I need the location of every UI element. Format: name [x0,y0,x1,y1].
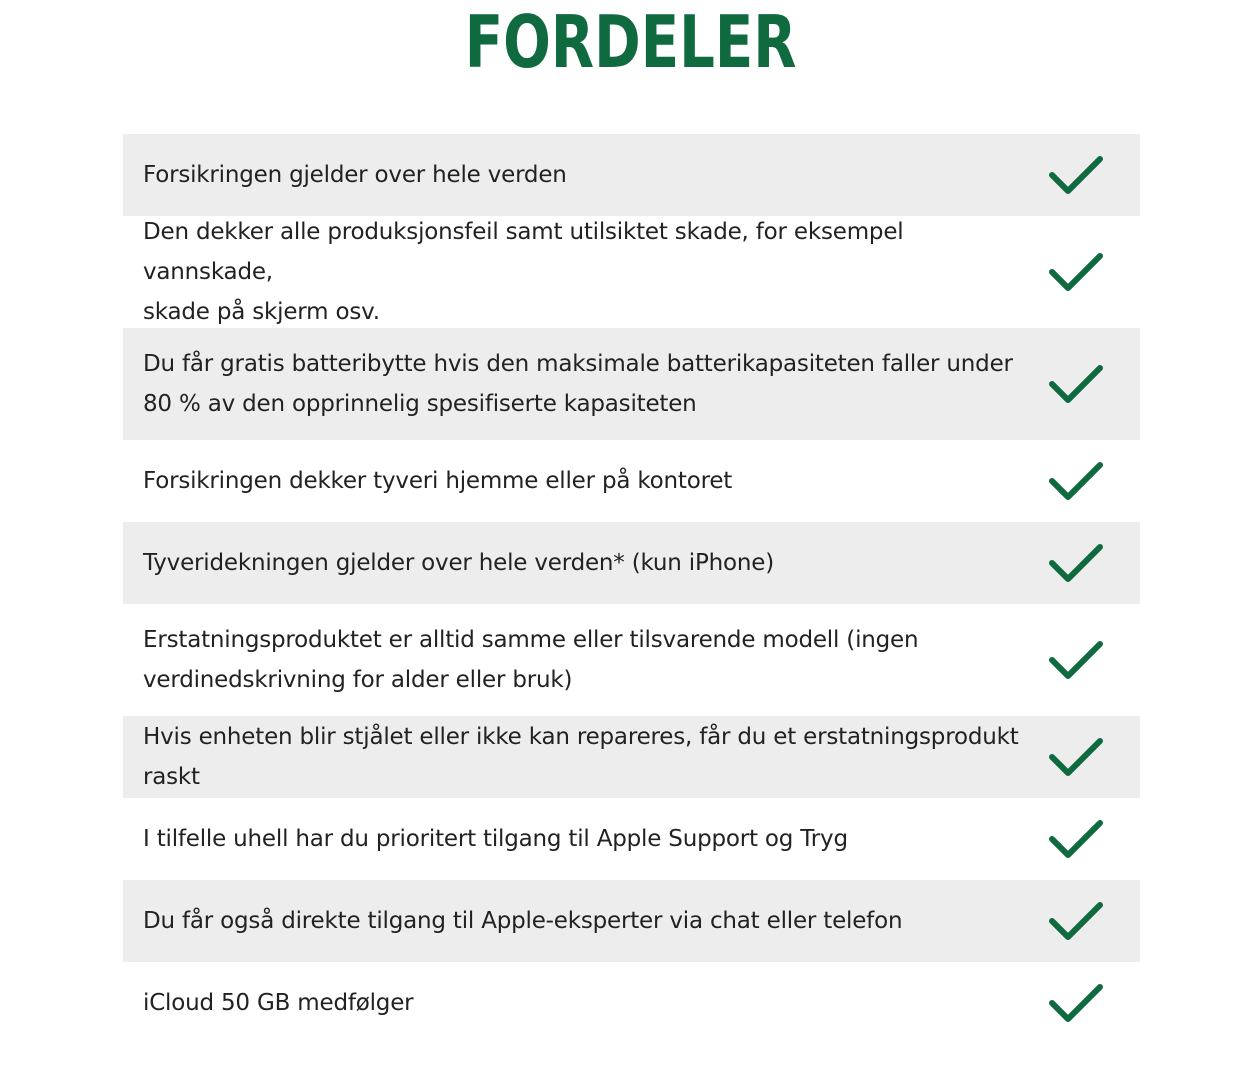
benefit-row [123,328,1140,440]
benefit-row [123,440,1140,522]
benefit-row [123,798,1140,880]
benefit-row [123,134,1140,216]
checkmark-icon [1049,983,1103,1023]
benefit-text: Du får gratis batteribytte hvis den maksimale batterikapasiteten faller under 80 % av den opprinnelig spesifiserte kapasiteten [143,351,1013,417]
checkmark-icon [1049,155,1103,195]
benefit-row [123,522,1140,604]
benefit-row [123,216,1140,328]
checkmark-icon [1049,640,1103,680]
benefit-text: Hvis enheten blir stjålet eller ikke kan repareres, får du et erstatningsprodukt raskt [143,724,1019,790]
benefit-text: Erstatningsproduktet er alltid samme eller tilsvarende modell (ingen verdinedskrivning for alder eller bruk) [143,627,919,693]
benefit-row [123,716,1140,798]
benefit-row [123,604,1140,716]
benefit-row [123,880,1140,962]
checkmark-icon [1049,737,1103,777]
benefit-text: iCloud 50 GB medfølger [143,990,414,1016]
benefits-list [123,134,1140,1044]
benefit-text: I tilfelle uhell har du prioritert tilgang til Apple Support og Tryg [143,826,848,852]
benefit-text: Du får også direkte tilgang til Apple-eksperter via chat eller telefon [143,908,903,934]
benefit-text: Den dekker alle produksjonsfeil samt utilsiktet skade, for eksempel vannskade, skade på skjerm osv. [143,219,904,325]
checkmark-icon [1049,543,1103,583]
checkmark-icon [1049,461,1103,501]
benefit-text: Forsikringen gjelder over hele verden [143,162,567,188]
checkmark-icon [1049,364,1103,404]
benefit-row [123,962,1140,1044]
checkmark-icon [1049,901,1103,941]
checkmark-icon [1049,252,1103,292]
page-title: FORDELER [464,0,797,84]
benefit-text: Forsikringen dekker tyveri hjemme eller på kontoret [143,468,733,494]
benefit-text: Tyveridekningen gjelder over hele verden* (kun iPhone) [143,550,774,576]
checkmark-icon [1049,819,1103,859]
